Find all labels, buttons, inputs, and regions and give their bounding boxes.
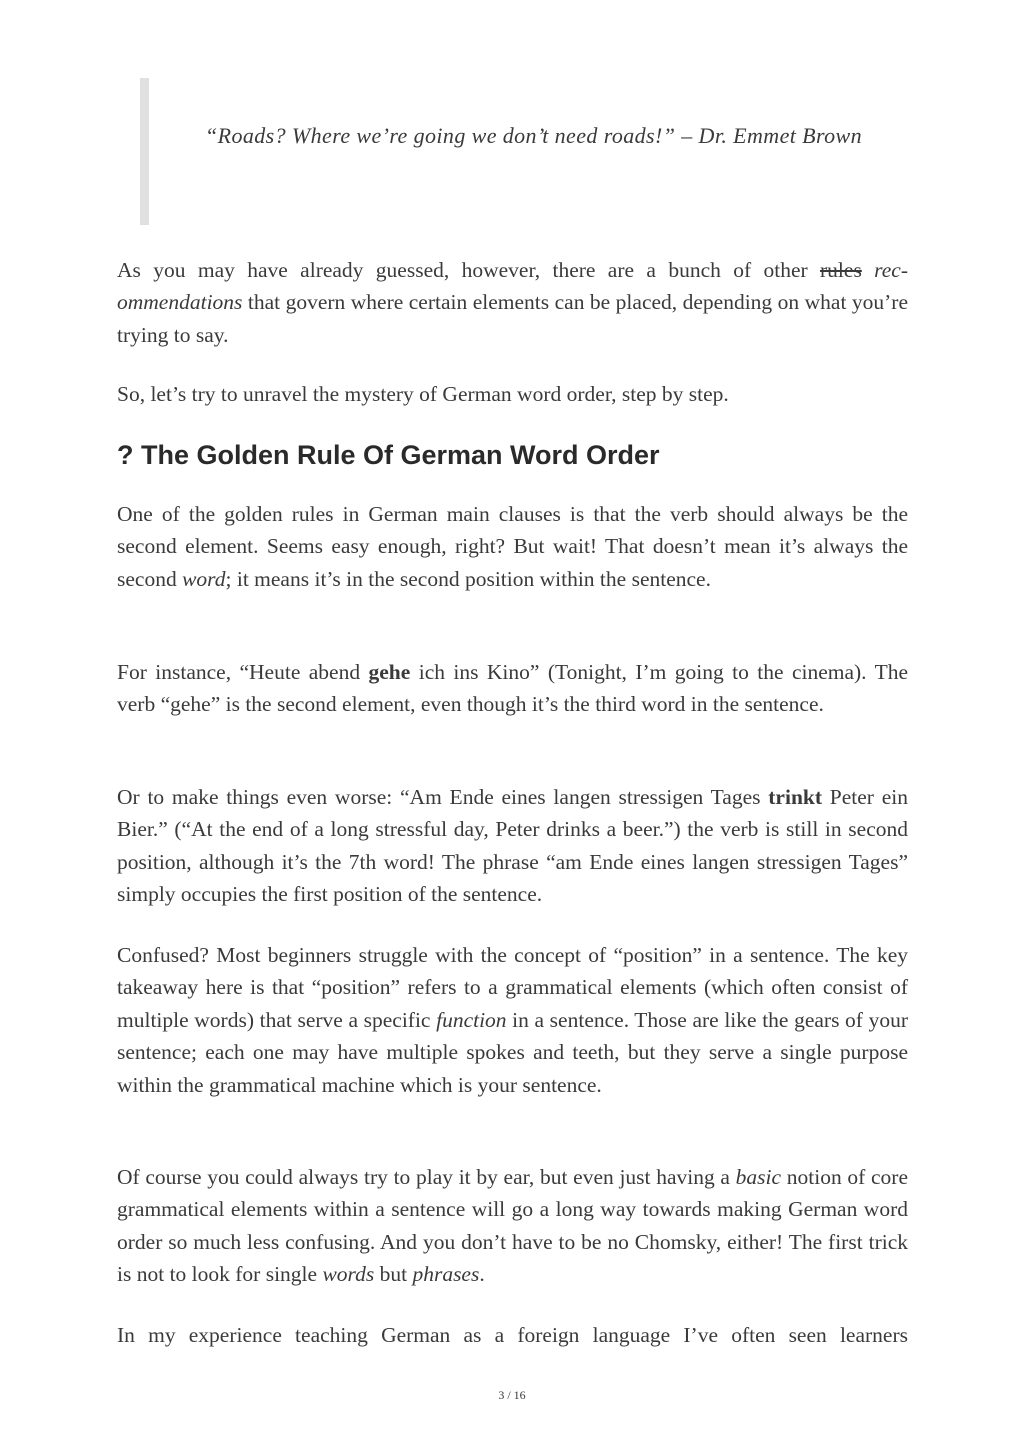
emphasis: basic (735, 1165, 782, 1189)
text-span: Of course you could always try to play it by ear, but even just having a (117, 1165, 736, 1189)
quote-text: “Roads? Where we’re going we don’t need roads!” – Dr. Emmet Brown (205, 123, 863, 148)
paragraph (117, 781, 908, 911)
emphasis: recommendations (117, 258, 908, 315)
bold-verb: gehe (368, 660, 411, 684)
text-span: Or to make things even worse: “Am Ende eines langen stressigen Tages (117, 785, 769, 809)
text-span: ich ins Kino” (Tonight, I’m going to the cinema). The verb “gehe” is the second element, even though it’s the third word in the sentence. (117, 660, 908, 717)
text-span: that govern where certain elements can be placed, depending on what you’re trying to say. (117, 290, 908, 347)
text-span: notion of core grammatical elements within a sentence will go a long way towards making German word order so much less confusing. And you don’t have to be no Chomsky, either! The first trick is not to look for single (117, 1165, 909, 1287)
text-span: Confused? Most beginners struggle with the concept of “position” in a sentence. The key takeaway here is that “position” refers to a grammatical elements (which often consist of multiple words) that serve a specific (117, 943, 908, 1032)
emphasis: words (322, 1262, 375, 1287)
text-span: One of the golden rules in German main clauses is that the verb should always be the second element. Seems easy enough, right? But wait! That doesn’t mean it’s always the second (117, 502, 908, 591)
paragraph (117, 254, 908, 351)
paragraph (117, 656, 908, 721)
paragraph (117, 498, 908, 595)
text-span: Peter ein Bier.” (“At the end of a long stressful day, Peter drinks a beer.”) the verb is still in second position, although it’s the 7th word! The phrase “am Ende eines langen stressigen Tages” simply occupies the first position of the sentence. (117, 785, 908, 907)
page-number: 3 / 16 (498, 1388, 526, 1402)
paragraph: In my experience teaching German as a foreign language I’ve often seen learners (117, 1323, 908, 1347)
emphasis: phrases (412, 1262, 480, 1287)
text-span: As you may have already guessed, however, there are a bunch of other (117, 258, 821, 282)
text-span: . (479, 1262, 485, 1287)
blockquote (140, 78, 908, 225)
paragraph: So, let’s try to unravel the mystery of German word order, step by step. (117, 382, 729, 406)
text-span: For instance, “Heute abend (117, 660, 369, 684)
text-span: ; it means it’s in the second position within the sentence. (225, 566, 711, 591)
emphasis: word (182, 566, 226, 591)
text-span: in a sentence. Those are like the gears of your sentence; each one may have multiple spokes and teeth, but they serve a single purpose within the grammatical machine which is your sentence. (117, 1007, 908, 1097)
section-heading: ? The Golden Rule Of German Word Order (117, 440, 660, 470)
text-span: but (374, 1262, 413, 1287)
struck-word: rules (820, 258, 862, 282)
text-span (862, 258, 874, 282)
paragraph (117, 1161, 908, 1291)
paragraph (117, 939, 908, 1101)
emphasis: function (436, 1007, 507, 1032)
bold-verb: trinkt (768, 785, 823, 809)
